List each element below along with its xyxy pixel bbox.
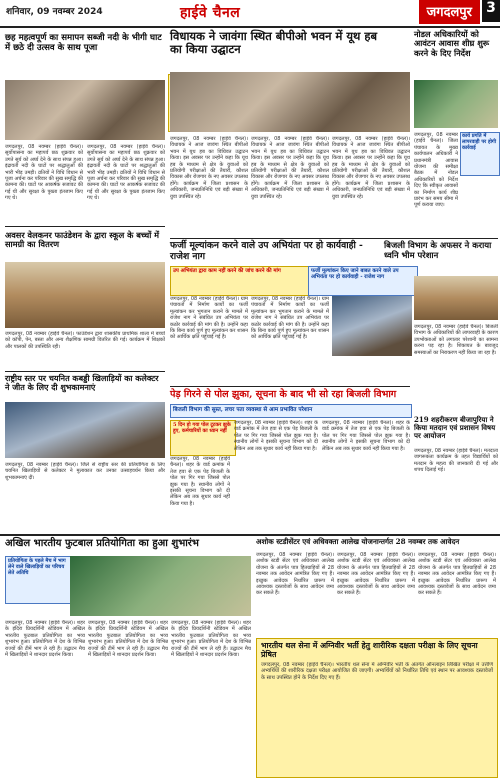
left-top-body-col1: जगदलपुर, 08 नवम्बर (हाईवे चैनल)। सूर्योपासना का महापर्व छठ शुक्रवार को उगते सूर्य को अर्घ्य देने के साथ संपन्न हुआ। इंद्रावती नदी के घाटों पर श्रद्धालुओं की भारी भीड़ उमड़ी। व्रतियों ने विधि विधान से पूजा अर्चना कर परिवार की सुख समृद्धि की कामना की। घाटों पर आकर्षक सजावट की गई थी और सुरक्षा के पुख्ता इंतजाम किए गए थे। (5, 144, 83, 202)
city-label: जगदलपुर (419, 0, 480, 24)
power-photo (414, 276, 498, 320)
right-top-side-box (460, 132, 500, 176)
fraud-subhead: फर्जी मूल्यांकन किए जाने बाबत करने वाले उप अभियंता पर हो कार्यवाही - राजेश नाग (311, 268, 399, 280)
right-top-body: जगदलपुर, 08 नवम्बर (हाईवे चैनल)। जिला पंचायत के मुख्य कार्यपालन अधिकारी ने प्रधानमंत्री आवास योजना की समीक्षा बैठक में नोडल अधिकारियों को निर्देश दिए कि स्वीकृत आवासों का निर्माण कार्य शीघ्र प्रारंभ कर समय सीमा में पूर्ण कराया जाए। (414, 132, 458, 209)
fraud-headline: फर्जी मूल्यांकन करने वाले उप अभियंता पर हो कार्यवाही - राजेश नाग (170, 240, 363, 262)
left-low-body: जगदलपुर, 08 नवम्बर (हाईवे चैनल)। जिले से राष्ट्रीय स्तर की प्रतियोगिता के लिए चयनित खिलाड़ियों से कलेक्टर ने मुलाकात कर उनका उत्साहवर्धन किया और शुभकामनाएं दीं। (5, 462, 165, 481)
tree-subhead: बिजली विभाग की सुस्त, लचर पता व्यवस्था से आम प्रभावित परेशान (173, 407, 313, 413)
side-note-box (170, 266, 310, 296)
left-top-body-col2: जगदलपुर, 08 नवम्बर (हाईवे चैनल)। सूर्योपासना का महापर्व छठ शुक्रवार को उगते सूर्य को अर्घ्य देने के साथ संपन्न हुआ। इंद्रावती नदी के घाटों पर श्रद्धालुओं की भारी भीड़ उमड़ी। व्रतियों ने विधि विधान से पूजा अर्चना कर परिवार की सुख समृद्धि की कामना की। घाटों पर आकर्षक सजावट की गई थी और सुरक्षा के पुख्ता इंतजाम किए गए थे। (87, 144, 165, 202)
power-headline: बिजली विभाग के अफसर ने कराया ध्वनि भीम परेशान (384, 240, 492, 260)
tree-subhead-box (170, 404, 412, 418)
football-headline: अखिल भारतीय फुटबाल प्रतियोगिता का हुआ शुभारंभ (5, 538, 199, 549)
ashok-body-col2: जगदलपुर, 08 नवम्बर (हाईवे चैनल)। अशोक स्टडी सेंटर एवं अधिवक्ता आलेख योजना के अंतर्गत पात्र हितग्राहियों से 28 नवम्बर तक आवेदन आमंत्रित किए गए हैं। इच्छुक आवेदक निर्धारित प्रारूप में आवश्यक दस्तावेजों के साथ आवेदन जमा कर सकते हैं। (337, 552, 415, 597)
side-note-text: उप अभियंता द्वारा काम नहीं करने की जांच करने की मांग (173, 268, 281, 274)
main-body-col3: जगदलपुर, 08 नवम्बर (हाईवे चैनल)। विधायक ने आज जावंगा स्थित बीपीओ भवन में यूथ हब का विधिवत उद्घाटन किया। इस अवसर पर उन्होंने कहा कि यूथ हब के माध्यम से क्षेत्र के युवाओं को प्रतियोगी परीक्षाओं की तैयारी, कौशल विकास और रोजगार के नए अवसर उपलब्ध होंगे। कार्यक्रम में जिला प्रशासन के अधिकारी, जनप्रतिनिधि एवं बड़ी संख्या में युवा उपस्थित रहे। (332, 136, 410, 200)
tree-side-title: 5 दिन हो गया पोल टूटकर झुके हुए, कर्मचारियों का ध्यान नहीं (173, 422, 231, 434)
football-photo (70, 556, 251, 616)
right-top-photo (414, 80, 498, 128)
ashok-body-col3: जगदलपुर, 08 नवम्बर (हाईवे चैनल)। अशोक स्टडी सेंटर एवं अधिवक्ता आलेख योजना के अंतर्गत पात्र हितग्राहियों से 28 नवम्बर तक आवेदन आमंत्रित किए गए हैं। इच्छुक आवेदक निर्धारित प्रारूप में आवश्यक दस्तावेजों के साथ आवेदन जमा कर सकते हैं। (418, 552, 496, 597)
football-caption: प्रतियोगिता के पहले मैच में भाग लेने वाले खिलाड़ियों का परिचय लेते अतिथि (8, 558, 66, 576)
brand-name: हाईवे चैनल (180, 5, 241, 21)
tree-body-col0: जगदलपुर, 08 नवम्बर (हाईवे चैनल)। शहर के वार्ड क्रमांक में तेज हवा से एक पेड़ बिजली के पोल पर गिर गया जिससे पोल झुक गया है। स्थानीय लोगों ने इसकी सूचना विभाग को दी लेकिन अब तक सुधार कार्य नहीं किया गया है। (170, 456, 230, 507)
tree-body-col1: जगदलपुर, 08 नवम्बर (हाईवे चैनल)। शहर के वार्ड क्रमांक में तेज हवा से एक पेड़ बिजली के पोल पर गिर गया जिससे पोल झुक गया है। स्थानीय लोगों ने इसकी सूचना विभाग को दी लेकिन अब तक सुधार कार्य नहीं किया गया है। (234, 420, 318, 452)
main-headline: विधायक ने जावंगा स्थित बीपीओ भवन में यूथ हब का किया उद्घाटन (170, 29, 378, 57)
event-headline: 219 शहरीकरण बीजापुरिया ने किया मतदान एवं प्रशासन विषय पर आयोजन (414, 415, 496, 441)
left-mid-headline: अवसर वेलकनर फाउंडेशन के द्वारा स्कूल के बच्चों में सामग्री का वितरण (5, 230, 160, 250)
right-top-headline: नोडल अधिकारियों को आवंटन आवास शीघ्र शुरू करने के दिए निर्देश (414, 29, 490, 58)
fraud-photo (332, 296, 412, 356)
army-headline: भारतीय थल सेना में अग्निवीर भर्ती हेतु शारीरिक दक्षता परीक्षा के लिए सूचना प्रेषित (261, 641, 478, 659)
section-divider (0, 534, 500, 536)
football-caption-box (5, 556, 71, 604)
tree-headline: पेड़ गिरने से पोल झुका, सूचना के बाद भी सो रहा बिजली विभाग (170, 389, 397, 400)
army-body: जगदलपुर, 08 नवम्बर (हाईवे चैनल)। भारतीय थल सेना में अग्निवीर भर्ती के अंतर्गत ऑनलाइन लिखित परीक्षा में उत्तीर्ण अभ्यर्थियों की शारीरिक दक्षता परीक्षा आयोजित की जाएगी। अभ्यर्थियों को निर्धारित तिथि एवं स्थान पर आवश्यक दस्तावेजों के साथ उपस्थित होने के निर्देश दिए गए हैं। (261, 661, 493, 681)
ashok-body-col1: जगदलपुर, 08 नवम्बर (हाईवे चैनल)। अशोक स्टडी सेंटर एवं अधिवक्ता आलेख योजना के अंतर्गत पात्र हितग्राहियों से 28 नवम्बर तक आवेदन आमंत्रित किए गए हैं। इच्छुक आवेदक निर्धारित प्रारूप में आवश्यक दस्तावेजों के साथ आवेदन जमा कर सकते हैं। (256, 552, 334, 597)
left-mid-body: जगदलपुर, 08 नवम्बर (हाईवे चैनल)। फाउंडेशन द्वारा शासकीय प्राथमिक शाला में बच्चों को कॉपी, पेन, बस्ता और अन्य शैक्षणिक सामग्री वितरित की गई। कार्यक्रम में शिक्षकों और पालकों की उपस्थिति रही। (5, 331, 165, 350)
divider (170, 386, 410, 387)
football-body-col2: जगदलपुर, 08 नवम्बर (हाईवे चैनल)। शहर के इंदिरा प्रियदर्शिनी स्टेडियम में अखिल भारतीय फुटबाल प्रतियोगिता का भव्य शुभारंभ हुआ। प्रतियोगिता में देश के विभिन्न राज्यों की टीमें भाग ले रही हैं। उद्घाटन मैच में खिलाड़ियों ने शानदार प्रदर्शन किया। (88, 620, 168, 659)
left-low-headline: राष्ट्रीय स्तर पर चयनित कबड्डी खिलाड़ियों का कलेक्टर ने जीत के लिए दी शुभकामनाएं (5, 373, 159, 393)
main-body-col1: जगदलपुर, 08 नवम्बर (हाईवे चैनल)। विधायक ने आज जावंगा स्थित बीपीओ भवन में यूथ हब का विधिवत उद्घाटन किया। इस अवसर पर उन्होंने कहा कि यूथ हब के माध्यम से क्षेत्र के युवाओं को प्रतियोगी परीक्षाओं की तैयारी, कौशल विकास और रोजगार के नए अवसर उपलब्ध होंगे। कार्यक्रम में जिला प्रशासन के अधिकारी, जनप्रतिनिधि एवं बड़ी संख्या में युवा उपस्थित रहे। (170, 136, 248, 200)
main-body-col2: जगदलपुर, 08 नवम्बर (हाईवे चैनल)। विधायक ने आज जावंगा स्थित बीपीओ भवन में यूथ हब का विधिवत उद्घाटन किया। इस अवसर पर उन्होंने कहा कि यूथ हब के माध्यम से क्षेत्र के युवाओं को प्रतियोगी परीक्षाओं की तैयारी, कौशल विकास और रोजगार के नए अवसर उपलब्ध होंगे। कार्यक्रम में जिला प्रशासन के अधिकारी, जनप्रतिनिधि एवं बड़ी संख्या में युवा उपस्थित रहे। (251, 136, 329, 200)
left-top-headline: छह महत्वपूर्ण का समापन सब्जी नदी के भीगी घाट में छठे दी उत्सव के साथ पूजा (5, 33, 162, 53)
left-low-photo (5, 402, 165, 458)
left-top-photo (5, 80, 165, 140)
tree-body-col2: जगदलपुर, 08 नवम्बर (हाईवे चैनल)। शहर के वार्ड क्रमांक में तेज हवा से एक पेड़ बिजली के पोल पर गिर गया जिससे पोल झुक गया है। स्थानीय लोगों ने इसकी सूचना विभाग को दी लेकिन अब तक सुधार कार्य नहीं किया गया है। (322, 420, 410, 452)
right-top-side-box-text: कार्य प्रगति में लापरवाही पर होगी कार्रवाई (462, 133, 497, 151)
army-box (256, 638, 498, 778)
fraud-body-col2: जगदलपुर, 08 नवम्बर (हाईवे चैनल)। ग्राम पंचायतों में निर्माण कार्यों का फर्जी मूल्यांकन कर भुगतान कराने के मामले में राजेश नाग ने संबंधित उप अभियंता पर कठोर कार्रवाई की मांग की है। उन्होंने कहा कि बिना कार्य पूर्ण हुए मूल्यांकन कर शासन को आर्थिक क्षति पहुंचाई गई है। (251, 296, 329, 341)
left-mid-photo (5, 262, 165, 328)
football-body-col1: जगदलपुर, 08 नवम्बर (हाईवे चैनल)। शहर के इंदिरा प्रियदर्शिनी स्टेडियम में अखिल भारतीय फुटबाल प्रतियोगिता का भव्य शुभारंभ हुआ। प्रतियोगिता में देश के विभिन्न राज्यों की टीमें भाग ले रही हैं। उद्घाटन मैच में खिलाड़ियों ने शानदार प्रदर्शन किया। (5, 620, 85, 659)
tree-side-box (170, 420, 236, 456)
divider (5, 226, 165, 227)
divider (170, 238, 498, 239)
main-photo (170, 72, 410, 132)
ashok-headline: अशोक स्टडीसेंटर एवं अधिवक्ता आलेख योजनान्तर्गत 28 नवम्बर तक आवेदन (256, 537, 460, 546)
power-body: जगदलपुर, 08 नवम्बर (हाईवे चैनल)। बिजली विभाग के अधिकारियों की लापरवाही के कारण उपभोक्ताओं को लगातार परेशानी का सामना करना पड़ रहा है। शिकायत के बावजूद समस्याओं का निराकरण नहीं किया जा रहा है। (414, 324, 498, 356)
fraud-subhead-box (308, 266, 418, 296)
football-body-col3: जगदलपुर, 08 नवम्बर (हाईवे चैनल)। शहर के इंदिरा प्रियदर्शिनी स्टेडियम में अखिल भारतीय फुटबाल प्रतियोगिता का भव्य शुभारंभ हुआ। प्रतियोगिता में देश के विभिन्न राज्यों की टीमें भाग ले रही हैं। उद्घाटन मैच में खिलाड़ियों ने शानदार प्रदर्शन किया। (171, 620, 251, 659)
event-body: जगदलपुर, 08 नवम्बर (हाईवे चैनल)। मतदाता जागरूकता कार्यक्रम के तहत विद्यार्थियों को मतदान के महत्व की जानकारी दी गई और शपथ दिलाई गई। (414, 448, 498, 474)
fraud-body-col1: जगदलपुर, 08 नवम्बर (हाईवे चैनल)। ग्राम पंचायतों में निर्माण कार्यों का फर्जी मूल्यांकन कर भुगतान कराने के मामले में राजेश नाग ने संबंधित उप अभियंता पर कठोर कार्रवाई की मांग की है। उन्होंने कहा कि बिना कार्य पूर्ण हुए मूल्यांकन कर शासन को आर्थिक क्षति पहुंचाई गई है। (170, 296, 248, 341)
divider (5, 371, 165, 372)
page-number: 3 (482, 0, 500, 22)
issue-date: शनिवार, 09 नवम्बर 2024 (6, 7, 103, 17)
masthead (0, 0, 500, 28)
